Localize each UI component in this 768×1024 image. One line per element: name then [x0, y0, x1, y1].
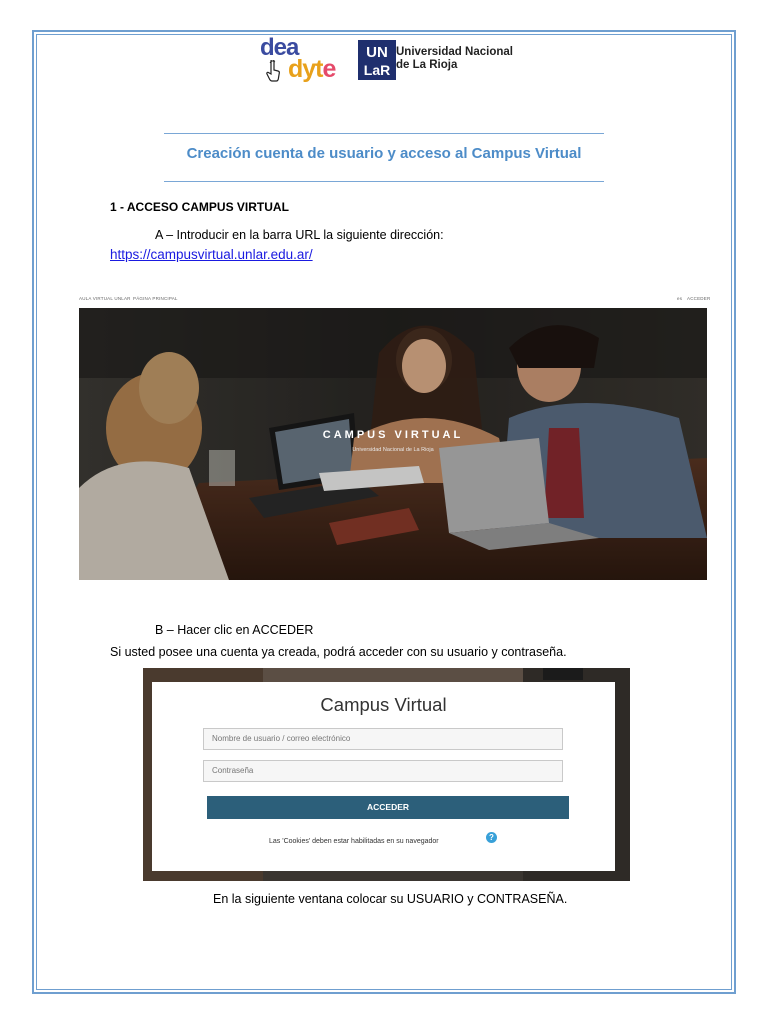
site-name: AULA VIRTUAL UNLAR — [79, 296, 131, 301]
section-heading: 1 - ACCESO CAMPUS VIRTUAL — [110, 200, 289, 214]
campus-site-topbar — [79, 296, 711, 306]
nav-login-link[interactable]: ACCEDER — [687, 296, 711, 301]
login-title: Campus Virtual — [320, 694, 447, 715]
hero-subtitle: Universidad Nacional de La Rioja — [352, 447, 434, 453]
university-name-line1: Universidad Nacional — [396, 46, 513, 58]
unlar-logo-top: UN — [366, 44, 388, 61]
login-screenshot — [143, 668, 630, 881]
unlar-logo-bottom: LaR — [363, 62, 391, 78]
university-name — [396, 46, 513, 72]
step-b-text: B – Hacer clic en ACCEDER — [155, 623, 314, 637]
deadyte-logo-dea: dea — [260, 34, 299, 61]
title-rule-bottom — [164, 181, 604, 182]
nav-home-link[interactable]: PÁGINA PRINCIPAL — [133, 296, 178, 301]
cookies-note: Las 'Cookies' deben estar habilitadas en su navegador — [269, 838, 439, 845]
unlar-logo — [358, 40, 396, 80]
help-icon[interactable]: ? — [486, 832, 497, 843]
step-a-text: A – Introducir en la barra URL la siguiente dirección: — [155, 228, 444, 242]
campus-hero-image — [79, 308, 707, 580]
password-input[interactable]: Contraseña — [203, 760, 563, 782]
step-b-detail: Si usted posee una cuenta ya creada, podrá acceder con su usuario y contraseña. — [110, 645, 567, 659]
pointing-hand-icon — [266, 60, 280, 82]
header-logos — [258, 36, 518, 86]
username-input[interactable]: Nombre de usuario / correo electrónico — [203, 728, 563, 750]
login-button[interactable]: ACCEDER — [207, 796, 569, 819]
nav-language[interactable]: es — [677, 296, 683, 301]
hero-title: CAMPUS VIRTUAL — [322, 429, 464, 441]
campus-url-link[interactable]: https://campusvirtual.unlar.edu.ar/ — [110, 247, 313, 262]
title-rule-top — [164, 133, 604, 134]
closing-text: En la siguiente ventana colocar su USUARIO y CONTRASEÑA. — [213, 892, 568, 906]
login-card — [152, 682, 615, 871]
deadyte-logo — [258, 36, 342, 86]
deadyte-logo-dyte: dyte — [288, 55, 336, 83]
document-title: Creación cuenta de usuario y acceso al Campus Virtual — [186, 145, 582, 162]
university-name-line2: de La Rioja — [396, 59, 458, 71]
hero-photo — [79, 308, 707, 580]
